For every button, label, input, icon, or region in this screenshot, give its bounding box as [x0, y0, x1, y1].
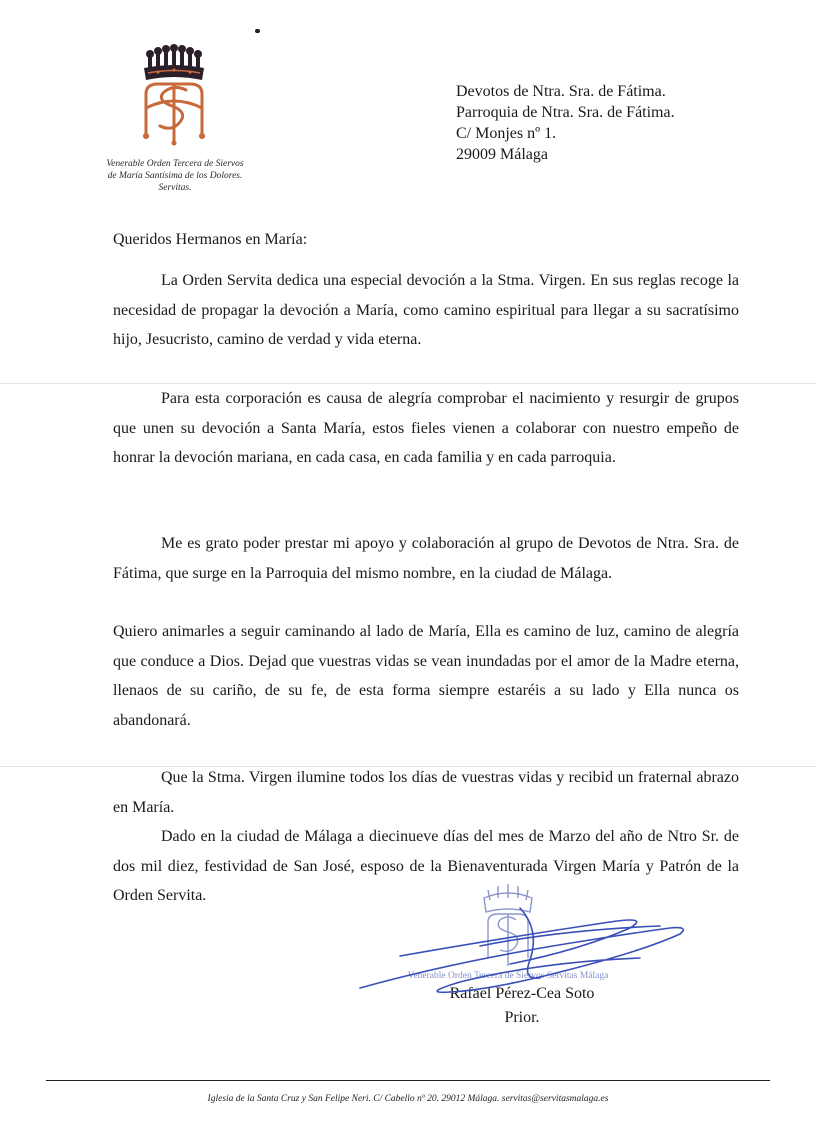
signer-title: Prior. — [504, 1009, 540, 1026]
recipient-line: C/ Monjes nº 1. — [456, 125, 557, 142]
footer-rule — [46, 1080, 770, 1081]
organization-line: de María Santísima de los Dolores. — [107, 171, 243, 181]
body-paragraph: Me es grato poder prestar mi apoyo y colaboración al grupo de Devotos de Ntra. Sra. de Fátima, que surge en la Parroquia del mismo nombre, en la ciudad de Málaga. — [113, 535, 739, 582]
salutation: Queridos Hermanos en María: — [113, 231, 308, 248]
organization-line: Venerable Orden Tercera de Siervos — [106, 159, 244, 169]
organization-line: Servitas. — [158, 183, 192, 193]
servite-emblem-icon — [136, 46, 212, 146]
stamp-text: Venerable Orden Tercera de Siervos Servitas Málaga — [407, 971, 609, 981]
recipient-line: 29009 Málaga — [456, 146, 548, 163]
recipient-address — [456, 81, 675, 165]
body-paragraph: Para esta corporación es causa de alegría comprobar el nacimiento y resurgir de grupos que unen su devoción a Santa María, estos fieles vienen a colaborar con nuestro empeño de honrar la devoción mariana, en cada casa, en cada familia y en cada parroquia. — [113, 390, 739, 466]
signer-name: Rafael Pérez-Cea Soto — [449, 985, 595, 1002]
body-paragraph: La Orden Servita dedica una especial devoción a la Stma. Virgen. En sus reglas recoge la necesidad de propagar la devoción a María, como camino espiritual para llegar a su sacratísimo hijo, Jesucristo, camino de verdad y vida eterna. — [113, 272, 739, 348]
body-paragraph: Dado en la ciudad de Málaga a diecinueve días del mes de Marzo del año de Ntro Sr. de dos mil diez, festividad de San José, esposo de la Bienaventurada Virgen María y Patrón de la Orden Servita. — [113, 828, 739, 904]
recipient-line: Devotos de Ntra. Sra. de Fátima. — [456, 83, 666, 100]
handwritten-signature-icon — [340, 900, 720, 1010]
footer-address: Iglesia de la Santa Cruz y San Felipe Neri. C/ Cabello nº 20. 29012 Málaga. servitas@servitasmalaga.es — [207, 1094, 609, 1104]
body-paragraph: Que la Stma. Virgen ilumine todos los días de vuestras vidas y recibid un fraternal abrazo en María. — [113, 769, 739, 816]
body-paragraph: Quiero animarles a seguir caminando al lado de María, Ella es camino de luz, camino de alegría que conduce a Dios. Dejad que vuestras vidas se vean inundadas por el amor de la Madre eterna, llenaos de su cariño, de su fe, de esta forma siempre estaréis a su lado y Ella nunca os abandonará. — [113, 623, 739, 729]
scan-speck — [255, 29, 260, 33]
organization-name — [86, 158, 264, 194]
recipient-line: Parroquia de Ntra. Sra. de Fátima. — [456, 104, 675, 121]
